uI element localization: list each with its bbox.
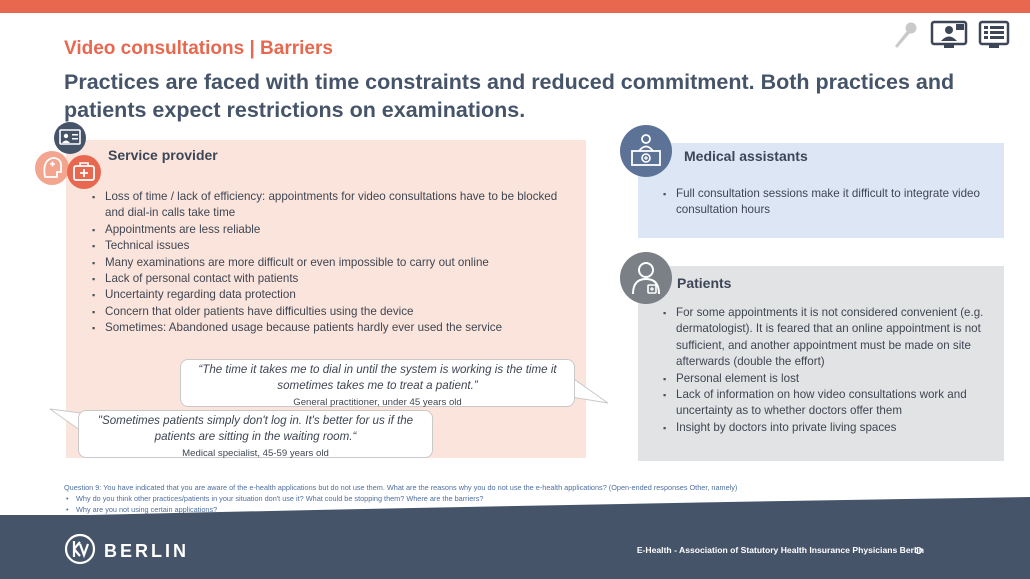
quote-source: Medical specialist, 45-59 years old <box>182 448 329 459</box>
head-icon <box>35 151 69 185</box>
list-item: ▪ Uncertainty regarding data protection <box>92 287 572 303</box>
top-accent-bar <box>0 0 1030 13</box>
footer-circle-icon <box>915 547 922 554</box>
patients-list <box>663 305 1001 436</box>
kv-berlin-logo <box>64 533 189 570</box>
list-item: ▪ For some appointments it is not considered convenient (e.g. dermatologist). It is feared that an online appointment is not sufficient, and another appointment must be made on site afterwards (double the effort) <box>663 305 1001 371</box>
medical-bag-icon <box>67 155 101 189</box>
patients-title: Patients <box>677 275 732 291</box>
list-item: ▪ Loss of time / lack of efficiency: appointments for video consultations have to be blocked and dial-in calls take time <box>92 189 572 222</box>
reception-desk-icon <box>620 125 672 177</box>
service-provider-icon-cluster <box>30 122 110 194</box>
checklist-icon <box>978 20 1010 55</box>
doctor-icon <box>54 122 86 154</box>
logo-text: BERLIN <box>104 541 189 561</box>
list-item: ▪ Personal element is lost <box>663 371 1001 387</box>
quote-medical-specialist <box>78 410 433 458</box>
slide-headline: Practices are faced with time constraints and reduced commitment. Both practices and patients expect restrictions on examinations. <box>64 70 955 122</box>
quote-text: “The time it takes me to dial in until the system is working is the time it sometimes takes me to treat a patient.” <box>198 363 557 392</box>
quote-text: "Sometimes patients simply don't log in. It's better for us if the patients are sitting in the waiting room.“ <box>97 414 414 443</box>
list-item: ▪ Lack of personal contact with patients <box>92 271 572 287</box>
footnote-question: Question 9: You have indicated that you are aware of the e-health applications but do not use them. What are the reasons why you do not use the e-health applications? (Open-ended responses Other, namely) <box>64 483 738 492</box>
service-provider-list <box>92 189 572 337</box>
list-item: ▪ Appointments are less reliable <box>92 222 572 238</box>
list-item: ▪ Sometimes: Abandoned usage because patients hardly ever used the service <box>92 320 572 336</box>
quote-source: General practitioner, under 45 years old <box>293 397 462 408</box>
medical-assistants-list <box>663 186 993 219</box>
quote-tail-right <box>570 375 610 405</box>
quote-tail-left <box>48 405 82 435</box>
list-item: ▪ Many examinations are more difficult or even impossible to carry out online <box>92 255 572 271</box>
slide-kicker: Video consultations | Barriers <box>64 38 333 59</box>
footer-curve <box>0 497 1030 517</box>
top-icon-group <box>890 20 1010 55</box>
footer-caption: E-Health - Association of Statutory Health Insurance Physicians Berlin <box>636 545 924 555</box>
service-provider-title: Service provider <box>108 147 218 163</box>
list-item: ▪ Full consultation sessions make it difficult to integrate video consultation hours <box>663 186 993 219</box>
footnote-bullet: • Why do you think other practices/patients in your situation don't use it? What could be stopping them? Where are the barriers? <box>64 493 964 504</box>
quote-general-practitioner <box>180 359 575 407</box>
video-call-icon <box>930 20 968 55</box>
list-item: ▪ Insight by doctors into private living spaces <box>663 420 1001 436</box>
list-item: ▪ Technical issues <box>92 238 572 254</box>
list-item: ▪ Concern that older patients have difficulties using the device <box>92 304 572 320</box>
patient-icon <box>620 252 672 304</box>
footnote-bullet: • Why are you not using certain applications? <box>64 504 964 515</box>
medical-assistants-title: Medical assistants <box>684 148 808 164</box>
kv-logo-icon <box>64 533 96 570</box>
microphone-icon <box>890 20 920 55</box>
list-item: ▪ Lack of information on how video consultations work and uncertainty as to whether doctors offer them <box>663 387 1001 420</box>
